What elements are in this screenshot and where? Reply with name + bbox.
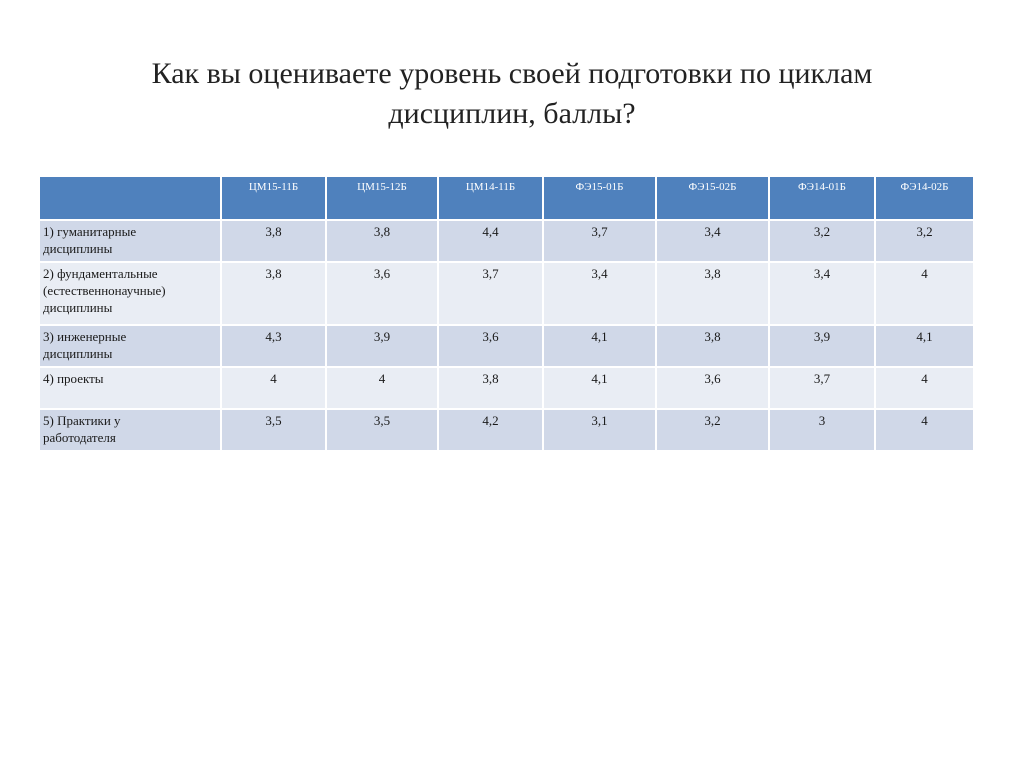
value-cell: 3,4: [657, 221, 768, 261]
value-cell: 4,2: [439, 410, 542, 450]
value-cell: 3,2: [657, 410, 768, 450]
row-label-line: 5) Практики у: [43, 413, 121, 428]
table-row: [40, 221, 973, 261]
value-cell: 3,5: [327, 410, 437, 450]
table-row: [40, 368, 973, 408]
row-label-line: (естественнонаучные): [43, 283, 166, 298]
column-header: ФЭ15-01Б: [544, 177, 655, 219]
value-cell: 3,8: [657, 263, 768, 324]
value-cell: 4: [876, 263, 973, 324]
table-row: [40, 410, 973, 450]
row-label-line: дисциплины: [43, 300, 113, 315]
value-cell: 3,1: [544, 410, 655, 450]
value-cell: 3,4: [544, 263, 655, 324]
table-row: [40, 263, 973, 324]
column-header: ЦМ15-11Б: [222, 177, 325, 219]
column-header: ЦМ15-12Б: [327, 177, 437, 219]
value-cell: 4,1: [544, 368, 655, 408]
table-row: [40, 326, 973, 366]
value-cell: 3,8: [222, 263, 325, 324]
value-cell: 4: [222, 368, 325, 408]
value-cell: 3,7: [544, 221, 655, 261]
value-cell: 3,5: [222, 410, 325, 450]
value-cell: 3,9: [327, 326, 437, 366]
value-cell: 4: [876, 368, 973, 408]
value-cell: 4,3: [222, 326, 325, 366]
row-label: [40, 410, 220, 450]
column-header: ЦМ14-11Б: [439, 177, 542, 219]
slide-title-line-2: дисциплин, баллы?: [388, 97, 636, 130]
column-header: ФЭ14-02Б: [876, 177, 973, 219]
value-cell: 3,9: [770, 326, 874, 366]
slide-title-line-1: Как вы оцениваете уровень своей подготовки по циклам: [151, 57, 873, 90]
value-cell: 3,2: [770, 221, 874, 261]
value-cell: 3,4: [770, 263, 874, 324]
column-header: ФЭ15-02Б: [657, 177, 768, 219]
value-cell: 4,4: [439, 221, 542, 261]
row-label: [40, 221, 220, 261]
value-cell: 3: [770, 410, 874, 450]
value-cell: 3,8: [657, 326, 768, 366]
value-cell: 4: [327, 368, 437, 408]
value-cell: 3,7: [439, 263, 542, 324]
value-cell: 3,2: [876, 221, 973, 261]
value-cell: 3,7: [770, 368, 874, 408]
column-header: ФЭ14-01Б: [770, 177, 874, 219]
row-label-line: 2) фундаментальные: [43, 266, 158, 281]
value-cell: 3,6: [657, 368, 768, 408]
value-cell: 3,8: [439, 368, 542, 408]
row-label-line: 1) гуманитарные: [43, 224, 137, 239]
value-cell: 3,8: [222, 221, 325, 261]
value-cell: 3,8: [327, 221, 437, 261]
value-cell: 4,1: [876, 326, 973, 366]
value-cell: 4,1: [544, 326, 655, 366]
row-label: [40, 263, 220, 324]
row-label-line: дисциплины: [43, 241, 113, 256]
table-header-row: [40, 177, 973, 219]
row-label: [40, 368, 220, 408]
value-cell: 3,6: [327, 263, 437, 324]
row-label: [40, 326, 220, 366]
value-cell: 4: [876, 410, 973, 450]
ratings-table: [38, 175, 975, 452]
header-corner-cell: [40, 177, 220, 219]
row-label-line: дисциплины: [43, 346, 113, 361]
row-label-line: работодателя: [43, 430, 116, 445]
row-label-line: 4) проекты: [43, 371, 104, 386]
slide-title: [0, 54, 1024, 134]
value-cell: 3,6: [439, 326, 542, 366]
row-label-line: 3) инженерные: [43, 329, 127, 344]
